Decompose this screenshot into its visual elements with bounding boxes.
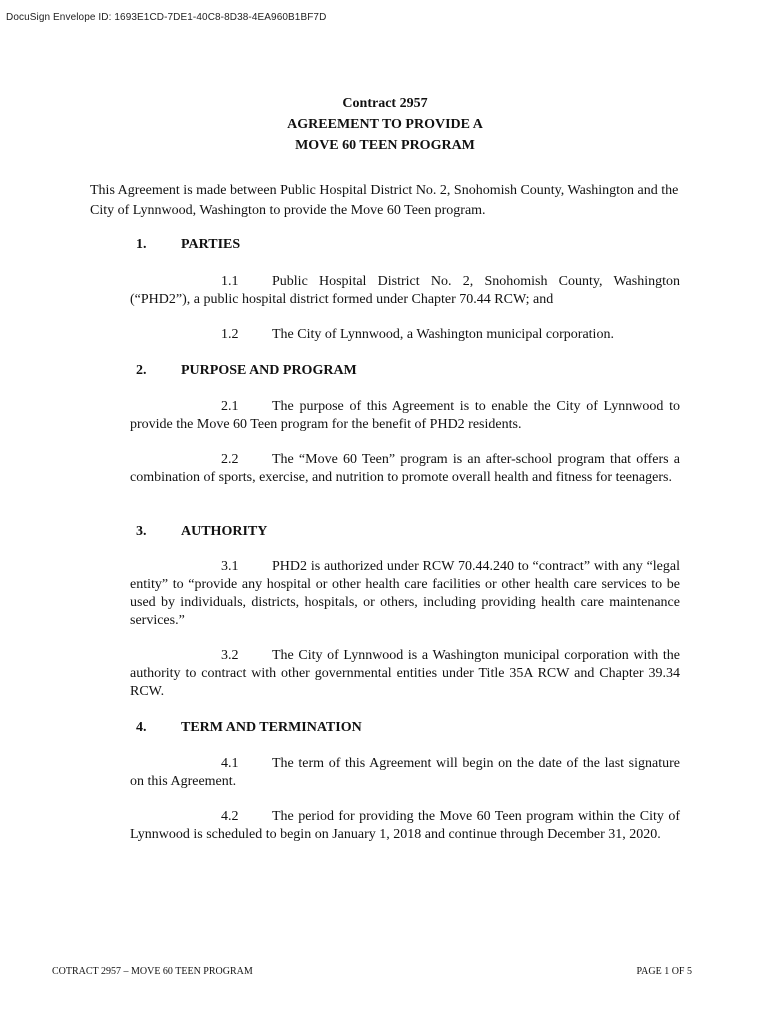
title-line-3: MOVE 60 TEEN PROGRAM xyxy=(295,138,475,153)
paragraph-text: The purpose of this Agreement is to enable the City of Lynnwood to provide the Move 60 Teen program for the benefit of PHD2 residents. xyxy=(130,399,680,432)
section-1-heading xyxy=(136,235,240,255)
section-4-heading xyxy=(136,718,362,738)
section-number: 1. xyxy=(136,237,147,252)
section-number: 4. xyxy=(136,720,147,735)
section-3-heading xyxy=(136,522,267,542)
title-contract-number: Contract 2957 xyxy=(342,96,428,111)
paragraph-2-1 xyxy=(130,398,680,434)
paragraph-1-2 xyxy=(130,326,680,344)
intro-paragraph: This Agreement is made between Public Hospital District No. 2, Snohomish County, Washington and the City of Lynnwood, Washington to provide the Move 60 Teen program. xyxy=(90,183,679,218)
section-title: PURPOSE AND PROGRAM xyxy=(181,363,357,378)
paragraph-text: The period for providing the Move 60 Teen program within the City of Lynnwood is scheduled to begin on January 1, 2018 and continue through December 31, 2020. xyxy=(130,809,680,842)
paragraph-number: 4.2 xyxy=(221,809,239,824)
footer-page-number: PAGE 1 OF 5 xyxy=(636,966,692,977)
section-number: 2. xyxy=(136,363,147,378)
paragraph-number: 1.1 xyxy=(221,274,239,289)
footer-contract-label: COTRACT 2957 – MOVE 60 TEEN PROGRAM xyxy=(52,966,253,977)
title-line-2: AGREEMENT TO PROVIDE A xyxy=(287,117,483,132)
paragraph-text: The term of this Agreement will begin on the date of the last signature on this Agreement. xyxy=(130,756,680,789)
paragraph-number: 3.2 xyxy=(221,648,239,663)
paragraph-number: 3.1 xyxy=(221,559,239,574)
section-2-heading xyxy=(136,361,357,381)
paragraph-number: 2.2 xyxy=(221,452,239,467)
section-number: 3. xyxy=(136,524,147,539)
section-title: PARTIES xyxy=(181,237,241,252)
paragraph-3-1 xyxy=(130,558,680,630)
paragraph-number: 2.1 xyxy=(221,399,239,414)
paragraph-text: PHD2 is authorized under RCW 70.44.240 to “contract” with any “legal entity” to “provide any hospital or other health care facilities or other health care services to be used by individuals, districts, hospitals, or others, including providing health care maintenance services.” xyxy=(130,559,680,628)
paragraph-text: The City of Lynnwood is a Washington municipal corporation with the authority to contract with other governmental entities under Title 35A RCW and Chapter 39.34 RCW. xyxy=(130,648,680,699)
paragraph-3-2 xyxy=(130,647,680,701)
paragraph-1-1 xyxy=(130,273,680,309)
section-title: TERM AND TERMINATION xyxy=(181,720,362,735)
paragraph-number: 4.1 xyxy=(221,756,239,771)
paragraph-text: The City of Lynnwood, a Washington municipal corporation. xyxy=(272,327,614,342)
paragraph-text: Public Hospital District No. 2, Snohomish County, Washington (“PHD2”), a public hospital district formed under Chapter 70.44 RCW; and xyxy=(130,274,680,307)
paragraph-text: The “Move 60 Teen” program is an after-school program that offers a combination of sports, exercise, and nutrition to promote overall health and fitness for teenagers. xyxy=(130,452,680,485)
docusign-envelope-id: DocuSign Envelope ID: 1693E1CD-7DE1-40C8-8D38-4EA960B1BF7D xyxy=(6,12,327,23)
document-title xyxy=(0,93,770,156)
paragraph-number: 1.2 xyxy=(221,327,239,342)
section-title: AUTHORITY xyxy=(181,524,268,539)
paragraph-4-2 xyxy=(130,808,680,844)
paragraph-2-2 xyxy=(130,451,680,487)
paragraph-4-1 xyxy=(130,755,680,791)
